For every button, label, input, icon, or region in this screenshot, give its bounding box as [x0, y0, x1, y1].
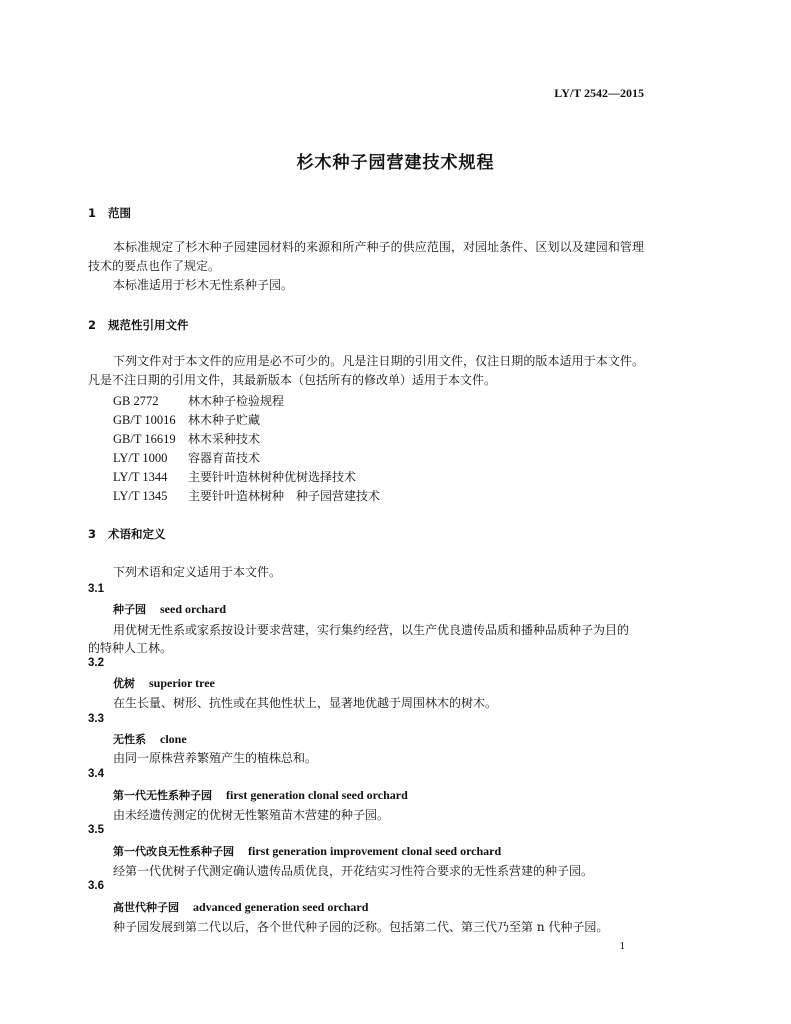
term-heading: [113, 675, 215, 691]
section-title: 术语和定义: [108, 527, 166, 541]
term-en: seed orchard: [160, 602, 227, 616]
reference-item: [113, 449, 260, 466]
reference-code: GB/T 16619: [113, 432, 176, 446]
term-number: 3.4: [88, 768, 104, 780]
section-3-intro: 下列术语和定义适用于本文件。: [113, 565, 282, 579]
term-definition-continued: 的特种人工林。: [88, 641, 173, 655]
section-title: 范围: [108, 206, 131, 220]
reference-title: 林木种子贮藏: [188, 413, 261, 427]
reference-title: 主要针叶造林树种 种子园营建技术: [188, 489, 381, 503]
term-zh: 种子园: [113, 603, 146, 616]
term-heading: [113, 843, 501, 859]
term-heading: [113, 899, 368, 915]
section-1-paragraph-1: 本标准规定了杉木种子园建园材料的来源和所产种子的供应范围，对园址条件、区划以及建园和管理技术的要点也作了规定。: [88, 240, 644, 273]
term-heading: [113, 731, 187, 747]
term-zh: 高世代种子园: [113, 901, 179, 914]
document-title: 杉木种子园营建技术规程: [296, 153, 495, 173]
term-number: 3.5: [88, 824, 104, 836]
term-definition: 用优树无性系或家系按设计要求营建，实行集约经营，以生产优良遗传品质和播种品质种子为目的: [113, 623, 630, 637]
term-zh: 第一代改良无性系种子园: [113, 845, 234, 858]
section-title: 规范性引用文件: [108, 318, 189, 332]
term-number: 3.2: [88, 657, 104, 669]
section-3-heading: [88, 527, 166, 541]
reference-item: [113, 430, 260, 447]
section-number: 1: [88, 206, 97, 220]
section-number: 2: [88, 318, 97, 332]
reference-item: [113, 468, 356, 485]
term-zh: 第一代无性系种子园: [113, 789, 212, 802]
section-2-heading: [88, 318, 189, 332]
reference-item: [113, 411, 260, 428]
section-number: 3: [88, 527, 97, 541]
reference-item: [113, 392, 284, 409]
reference-code: LY/T 1345: [113, 489, 168, 503]
reference-code: LY/T 1000: [113, 451, 168, 465]
term-en: first generation clonal seed orchard: [226, 788, 408, 802]
reference-title: 容器育苗技术: [188, 451, 261, 465]
term-definition: 在生长量、树形、抗性或在其他性状上，显著地优越于周围林木的树木。: [113, 696, 498, 710]
term-en: advanced generation seed orchard: [193, 900, 369, 914]
term-heading: [113, 601, 226, 617]
standard-code: LY/T 2542—2015: [554, 86, 644, 100]
section-1-heading: [88, 206, 131, 220]
term-definition: 经第一代优树子代测定确认遗传品质优良，开花结实习性符合要求的无性系营建的种子园。: [113, 864, 594, 878]
term-number: 3.3: [88, 713, 104, 725]
section-1-paragraph-2: 本标准适用于杉木无性系种子园。: [113, 278, 294, 292]
term-zh: 无性系: [113, 733, 146, 746]
term-definition: 种子园发展到第二代以后，各个世代种子园的泛称。包括第二代、第三代乃至第 n 代种子园。: [113, 920, 609, 934]
term-definition: 由未经遗传测定的优树无性繁殖苗木营建的种子园。: [113, 808, 390, 822]
page-number: 1: [619, 940, 625, 952]
reference-code: GB/T 10016: [113, 413, 176, 427]
term-zh: 优树: [113, 677, 135, 690]
reference-code: GB 2772: [113, 394, 159, 408]
reference-title: 林木种子检验规程: [188, 394, 285, 408]
term-en: clone: [160, 732, 187, 746]
term-number: 3.6: [88, 880, 104, 892]
term-en: first generation improvement clonal seed orchard: [248, 844, 502, 858]
reference-title: 主要针叶造林树种优树选择技术: [188, 470, 357, 484]
term-heading: [113, 787, 408, 803]
term-number: 3.1: [88, 583, 104, 595]
section-2-paragraph: 下列文件对于本文件的应用是必不可少的。凡是注日期的引用文件，仅注日期的版本适用于本文件。凡是不注日期的引用文件，其最新版本（包括所有的修改单）适用于本文件。: [88, 354, 644, 387]
reference-code: LY/T 1344: [113, 470, 168, 484]
reference-title: 林木采种技术: [188, 432, 261, 446]
term-en: superior tree: [149, 676, 215, 690]
reference-item: [113, 487, 380, 504]
term-definition: 由同一原株营养繁殖产生的植株总和。: [113, 751, 318, 765]
